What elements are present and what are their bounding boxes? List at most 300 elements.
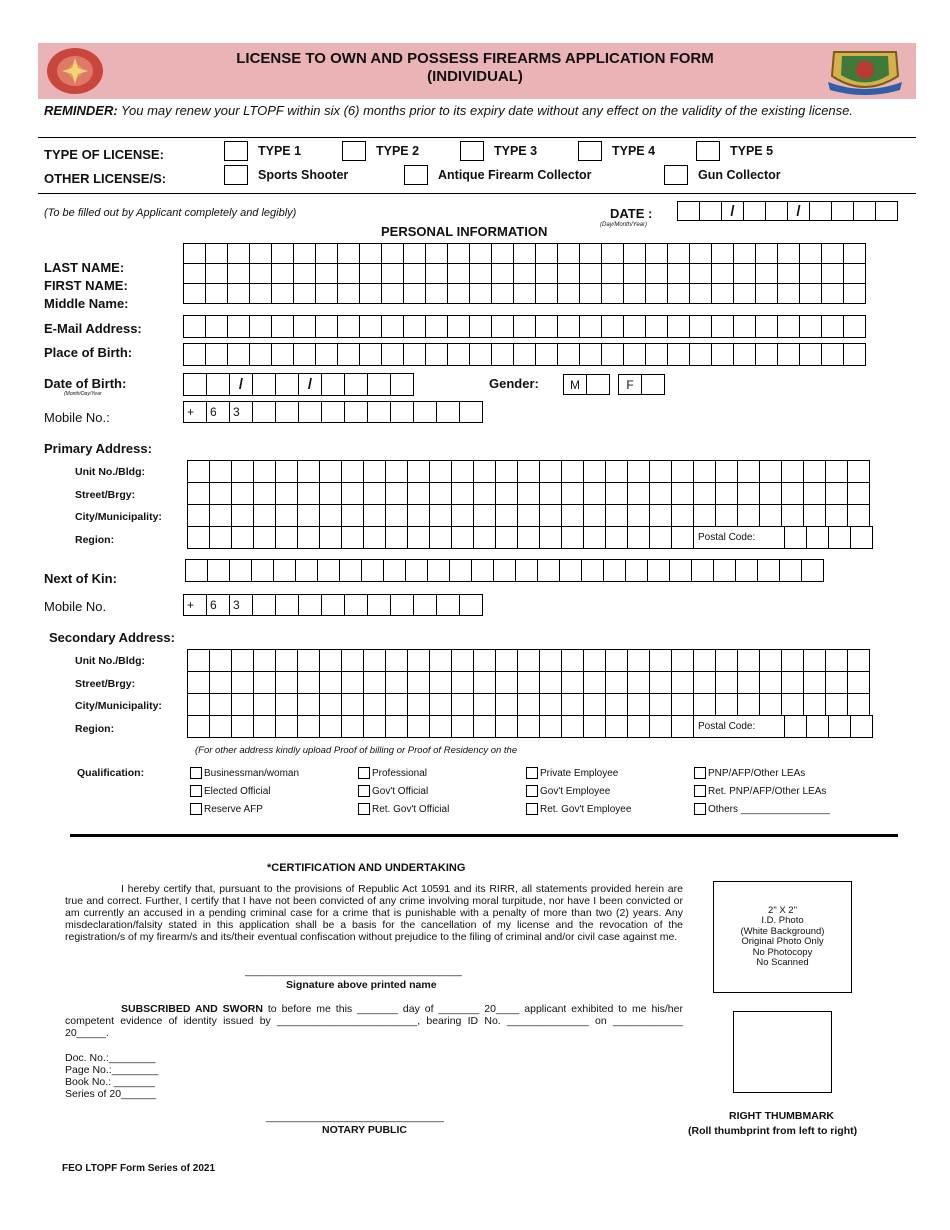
- input-cell[interactable]: [231, 482, 254, 505]
- gender-f[interactable]: [618, 375, 665, 395]
- input-cell[interactable]: [429, 693, 452, 716]
- input-cell[interactable]: [759, 482, 782, 505]
- input-cell[interactable]: [315, 243, 338, 264]
- input-cell[interactable]: [755, 243, 778, 264]
- input-cell[interactable]: [759, 649, 782, 672]
- checkbox[interactable]: [190, 767, 202, 779]
- input-cell[interactable]: [759, 693, 782, 716]
- input-cell[interactable]: [671, 504, 694, 527]
- input-cell[interactable]: [781, 649, 804, 672]
- input-cell[interactable]: [451, 693, 474, 716]
- input-cell[interactable]: [561, 649, 584, 672]
- qual-option[interactable]: [694, 767, 805, 779]
- input-cell[interactable]: [513, 283, 536, 304]
- input-cell[interactable]: [447, 283, 470, 304]
- input-cell[interactable]: [539, 693, 562, 716]
- input-cell[interactable]: [275, 526, 298, 549]
- input-cell[interactable]: [667, 283, 690, 304]
- input-cell[interactable]: [429, 460, 452, 483]
- input-cell[interactable]: [689, 315, 712, 338]
- input-cell[interactable]: [187, 482, 210, 505]
- place-of-birth-input[interactable]: [183, 344, 866, 366]
- input-cell[interactable]: [825, 482, 848, 505]
- input-cell[interactable]: [781, 693, 804, 716]
- input-cell[interactable]: [645, 315, 668, 338]
- input-cell[interactable]: [429, 482, 452, 505]
- input-cell[interactable]: [231, 504, 254, 527]
- input-cell[interactable]: [187, 649, 210, 672]
- input-cell[interactable]: [847, 649, 870, 672]
- thumbmark-box[interactable]: [733, 1011, 832, 1093]
- next-of-kin-input[interactable]: [185, 560, 824, 582]
- input-cell[interactable]: [561, 526, 584, 549]
- input-cell[interactable]: [693, 649, 716, 672]
- input-cell[interactable]: [623, 343, 646, 366]
- input-cell[interactable]: [777, 315, 800, 338]
- input-cell[interactable]: [539, 460, 562, 483]
- input-cell[interactable]: [825, 460, 848, 483]
- input-cell[interactable]: [227, 343, 250, 366]
- input-cell[interactable]: [249, 263, 272, 284]
- input-cell[interactable]: [843, 243, 866, 264]
- input-cell[interactable]: [405, 559, 428, 582]
- input-cell[interactable]: [341, 715, 364, 738]
- qual-option[interactable]: [358, 785, 428, 797]
- input-cell[interactable]: [319, 649, 342, 672]
- input-cell[interactable]: [319, 482, 342, 505]
- input-cell[interactable]: [491, 243, 514, 264]
- input-cell[interactable]: [803, 649, 826, 672]
- input-cell[interactable]: [825, 671, 848, 694]
- qual-option[interactable]: [694, 803, 830, 815]
- input-cell[interactable]: [737, 482, 760, 505]
- input-cell[interactable]: [601, 243, 624, 264]
- input-cell[interactable]: [561, 482, 584, 505]
- input-cell[interactable]: [583, 504, 606, 527]
- qual-option[interactable]: [526, 767, 618, 779]
- input-cell[interactable]: [733, 283, 756, 304]
- input-cell[interactable]: [337, 343, 360, 366]
- input-cell[interactable]: [359, 343, 382, 366]
- input-cell[interactable]: [231, 693, 254, 716]
- input-cell[interactable]: [275, 715, 298, 738]
- input-cell[interactable]: [799, 243, 822, 264]
- input-cell[interactable]: [737, 460, 760, 483]
- input-cell[interactable]: [187, 504, 210, 527]
- input-cell[interactable]: [539, 526, 562, 549]
- input-cell[interactable]: [601, 283, 624, 304]
- input-cell[interactable]: [209, 715, 232, 738]
- input-cell[interactable]: [187, 671, 210, 694]
- input-cell[interactable]: [407, 715, 430, 738]
- input-cell[interactable]: [209, 526, 232, 549]
- input-cell[interactable]: [649, 693, 672, 716]
- input-cell[interactable]: [253, 671, 276, 694]
- input-cell[interactable]: [539, 482, 562, 505]
- input-cell[interactable]: [337, 283, 360, 304]
- input-cell[interactable]: [341, 693, 364, 716]
- input-cell[interactable]: [711, 283, 734, 304]
- input-cell[interactable]: [495, 460, 518, 483]
- input-cell[interactable]: [447, 243, 470, 264]
- input-cell[interactable]: [623, 315, 646, 338]
- input-cell[interactable]: [253, 693, 276, 716]
- input-cell[interactable]: [469, 263, 492, 284]
- input-cell[interactable]: [843, 263, 866, 284]
- input-cell[interactable]: [843, 315, 866, 338]
- license-type-4[interactable]: [578, 141, 655, 161]
- input-cell[interactable]: [297, 526, 320, 549]
- input-cell[interactable]: [671, 671, 694, 694]
- input-cell[interactable]: [645, 263, 668, 284]
- input-cell[interactable]: [689, 263, 712, 284]
- input-cell[interactable]: [557, 263, 580, 284]
- other-gun-collector[interactable]: [664, 165, 781, 185]
- input-cell[interactable]: [781, 504, 804, 527]
- input-cell[interactable]: [847, 460, 870, 483]
- input-cell[interactable]: [205, 343, 228, 366]
- input-cell[interactable]: [271, 263, 294, 284]
- input-cell[interactable]: [227, 263, 250, 284]
- input-cell[interactable]: [828, 715, 851, 738]
- input-cell[interactable]: [689, 343, 712, 366]
- input-cell[interactable]: [799, 263, 822, 284]
- input-cell[interactable]: [517, 715, 540, 738]
- input-cell[interactable]: [363, 504, 386, 527]
- input-cell[interactable]: [271, 343, 294, 366]
- input-cell[interactable]: [425, 283, 448, 304]
- input-cell[interactable]: [605, 504, 628, 527]
- input-cell[interactable]: [447, 263, 470, 284]
- id-photo-box[interactable]: [713, 881, 852, 993]
- checkbox[interactable]: [526, 767, 538, 779]
- input-cell[interactable]: [583, 526, 606, 549]
- input-cell[interactable]: [847, 693, 870, 716]
- input-cell[interactable]: [403, 315, 426, 338]
- input-cell[interactable]: [227, 315, 250, 338]
- input-cell[interactable]: [383, 559, 406, 582]
- input-cell[interactable]: [671, 649, 694, 672]
- input-cell[interactable]: [539, 649, 562, 672]
- input-cell[interactable]: [671, 715, 694, 738]
- input-cell[interactable]: [667, 243, 690, 264]
- input-cell[interactable]: [495, 504, 518, 527]
- input-cell[interactable]: [627, 460, 650, 483]
- input-cell[interactable]: [231, 526, 254, 549]
- input-cell[interactable]: [579, 263, 602, 284]
- input-cell[interactable]: [407, 460, 430, 483]
- input-cell[interactable]: [425, 263, 448, 284]
- input-cell[interactable]: [339, 559, 362, 582]
- input-cell[interactable]: [361, 559, 384, 582]
- input-cell[interactable]: [755, 343, 778, 366]
- input-cell[interactable]: [187, 715, 210, 738]
- input-cell[interactable]: [429, 649, 452, 672]
- input-cell[interactable]: [757, 559, 780, 582]
- input-cell[interactable]: [205, 283, 228, 304]
- input-cell[interactable]: [535, 283, 558, 304]
- input-cell[interactable]: [601, 263, 624, 284]
- input-cell[interactable]: [491, 343, 514, 366]
- input-cell[interactable]: [315, 343, 338, 366]
- input-cell[interactable]: [645, 283, 668, 304]
- input-cell[interactable]: [850, 526, 873, 549]
- input-cell[interactable]: [579, 343, 602, 366]
- checkbox[interactable]: [526, 785, 538, 797]
- input-cell[interactable]: [449, 559, 472, 582]
- input-cell[interactable]: [447, 343, 470, 366]
- input-cell[interactable]: [627, 693, 650, 716]
- input-cell[interactable]: [671, 482, 694, 505]
- email-input[interactable]: [183, 316, 866, 338]
- qual-option[interactable]: [358, 767, 427, 779]
- qual-option[interactable]: [190, 767, 299, 779]
- other-sports-shooter[interactable]: [224, 165, 348, 185]
- input-cell[interactable]: [669, 559, 692, 582]
- input-cell[interactable]: [381, 243, 404, 264]
- input-cell[interactable]: [385, 693, 408, 716]
- input-cell[interactable]: [275, 504, 298, 527]
- input-cell[interactable]: [275, 649, 298, 672]
- input-cell[interactable]: [627, 526, 650, 549]
- input-cell[interactable]: [671, 460, 694, 483]
- input-cell[interactable]: [205, 315, 228, 338]
- checkbox[interactable]: [694, 803, 706, 815]
- input-cell[interactable]: [561, 693, 584, 716]
- input-cell[interactable]: [495, 693, 518, 716]
- input-cell[interactable]: [715, 671, 738, 694]
- input-cell[interactable]: [451, 526, 474, 549]
- input-cell[interactable]: [407, 649, 430, 672]
- input-cell[interactable]: [535, 243, 558, 264]
- input-cell[interactable]: [359, 315, 382, 338]
- input-cell[interactable]: [627, 715, 650, 738]
- input-cell[interactable]: [583, 460, 606, 483]
- input-cell[interactable]: [293, 243, 316, 264]
- input-cell[interactable]: [473, 526, 496, 549]
- input-cell[interactable]: [451, 482, 474, 505]
- input-cell[interactable]: [513, 243, 536, 264]
- input-cell[interactable]: [249, 243, 272, 264]
- input-cell[interactable]: [495, 482, 518, 505]
- input-cell[interactable]: [671, 693, 694, 716]
- input-cell[interactable]: [209, 460, 232, 483]
- checkbox[interactable]: [578, 141, 602, 161]
- input-cell[interactable]: [821, 283, 844, 304]
- input-cell[interactable]: [645, 243, 668, 264]
- input-cell[interactable]: [733, 263, 756, 284]
- input-cell[interactable]: [605, 460, 628, 483]
- input-cell[interactable]: [667, 315, 690, 338]
- checkbox[interactable]: [224, 165, 248, 185]
- input-cell[interactable]: [828, 526, 851, 549]
- input-cell[interactable]: [385, 671, 408, 694]
- input-cell[interactable]: [315, 315, 338, 338]
- input-cell[interactable]: [693, 693, 716, 716]
- input-cell[interactable]: [363, 693, 386, 716]
- input-cell[interactable]: [517, 671, 540, 694]
- input-cell[interactable]: [403, 263, 426, 284]
- kin-mobile-input[interactable]: [183, 595, 483, 616]
- input-cell[interactable]: [183, 315, 206, 338]
- input-cell[interactable]: [231, 649, 254, 672]
- date-input[interactable]: [677, 202, 898, 221]
- input-cell[interactable]: [205, 243, 228, 264]
- input-cell[interactable]: [205, 263, 228, 284]
- input-cell[interactable]: [227, 243, 250, 264]
- input-cell[interactable]: [231, 715, 254, 738]
- checkbox[interactable]: [460, 141, 484, 161]
- input-cell[interactable]: [513, 315, 536, 338]
- input-cell[interactable]: [473, 504, 496, 527]
- input-cell[interactable]: [561, 671, 584, 694]
- input-cell[interactable]: [667, 343, 690, 366]
- input-cell[interactable]: [605, 649, 628, 672]
- input-cell[interactable]: [557, 243, 580, 264]
- input-cell[interactable]: [537, 559, 560, 582]
- input-cell[interactable]: [293, 263, 316, 284]
- input-cell[interactable]: [473, 482, 496, 505]
- input-cell[interactable]: [253, 715, 276, 738]
- input-cell[interactable]: [363, 671, 386, 694]
- mobile-input[interactable]: [183, 402, 483, 423]
- input-cell[interactable]: [473, 460, 496, 483]
- input-cell[interactable]: [341, 504, 364, 527]
- input-cell[interactable]: [847, 504, 870, 527]
- name-grid[interactable]: [183, 244, 866, 304]
- license-type-1[interactable]: [224, 141, 301, 161]
- input-cell[interactable]: [557, 283, 580, 304]
- input-cell[interactable]: [473, 715, 496, 738]
- input-cell[interactable]: [385, 526, 408, 549]
- secondary-region-row[interactable]: [187, 716, 873, 738]
- input-cell[interactable]: [517, 649, 540, 672]
- input-cell[interactable]: [693, 482, 716, 505]
- secondary-address-grid[interactable]: [187, 650, 870, 716]
- input-cell[interactable]: [513, 343, 536, 366]
- input-cell[interactable]: [495, 526, 518, 549]
- input-cell[interactable]: [407, 482, 430, 505]
- input-cell[interactable]: [784, 526, 807, 549]
- input-cell[interactable]: [689, 283, 712, 304]
- input-cell[interactable]: [784, 715, 807, 738]
- input-cell[interactable]: [825, 649, 848, 672]
- qual-option[interactable]: [358, 803, 449, 815]
- qual-option[interactable]: [526, 803, 631, 815]
- input-cell[interactable]: [539, 671, 562, 694]
- checkbox[interactable]: [190, 803, 202, 815]
- input-cell[interactable]: [451, 671, 474, 694]
- input-cell[interactable]: [559, 559, 582, 582]
- input-cell[interactable]: [625, 559, 648, 582]
- qual-option[interactable]: [190, 803, 263, 815]
- input-cell[interactable]: [209, 693, 232, 716]
- input-cell[interactable]: [803, 460, 826, 483]
- input-cell[interactable]: [535, 343, 558, 366]
- input-cell[interactable]: [777, 263, 800, 284]
- input-cell[interactable]: [671, 526, 694, 549]
- input-cell[interactable]: [293, 283, 316, 304]
- input-cell[interactable]: [779, 559, 802, 582]
- input-cell[interactable]: [843, 343, 866, 366]
- other-antique-collector[interactable]: [404, 165, 592, 185]
- input-cell[interactable]: [341, 526, 364, 549]
- input-cell[interactable]: [821, 315, 844, 338]
- input-cell[interactable]: [623, 243, 646, 264]
- input-cell[interactable]: [799, 315, 822, 338]
- input-cell[interactable]: [715, 460, 738, 483]
- input-cell[interactable]: [649, 460, 672, 483]
- input-cell[interactable]: [209, 482, 232, 505]
- input-cell[interactable]: [473, 693, 496, 716]
- input-cell[interactable]: [513, 263, 536, 284]
- input-cell[interactable]: [319, 504, 342, 527]
- input-cell[interactable]: [403, 243, 426, 264]
- input-cell[interactable]: [451, 460, 474, 483]
- checkbox[interactable]: [358, 785, 370, 797]
- input-cell[interactable]: [711, 243, 734, 264]
- input-cell[interactable]: [649, 504, 672, 527]
- input-cell[interactable]: [209, 671, 232, 694]
- input-cell[interactable]: [581, 559, 604, 582]
- checkbox[interactable]: [694, 785, 706, 797]
- input-cell[interactable]: [803, 693, 826, 716]
- input-cell[interactable]: [363, 526, 386, 549]
- input-cell[interactable]: [557, 315, 580, 338]
- input-cell[interactable]: [407, 504, 430, 527]
- input-cell[interactable]: [253, 649, 276, 672]
- input-cell[interactable]: [275, 671, 298, 694]
- license-type-2[interactable]: [342, 141, 419, 161]
- input-cell[interactable]: [645, 343, 668, 366]
- input-cell[interactable]: [605, 715, 628, 738]
- input-cell[interactable]: [777, 243, 800, 264]
- input-cell[interactable]: [737, 693, 760, 716]
- input-cell[interactable]: [451, 649, 474, 672]
- input-cell[interactable]: [649, 671, 672, 694]
- input-cell[interactable]: [623, 263, 646, 284]
- input-cell[interactable]: [407, 671, 430, 694]
- input-cell[interactable]: [359, 263, 382, 284]
- input-cell[interactable]: [583, 649, 606, 672]
- checkbox[interactable]: [696, 141, 720, 161]
- input-cell[interactable]: [385, 460, 408, 483]
- input-cell[interactable]: [187, 693, 210, 716]
- input-cell[interactable]: [517, 693, 540, 716]
- input-cell[interactable]: [711, 343, 734, 366]
- input-cell[interactable]: [647, 559, 670, 582]
- input-cell[interactable]: [495, 671, 518, 694]
- input-cell[interactable]: [737, 671, 760, 694]
- checkbox[interactable]: [526, 803, 538, 815]
- input-cell[interactable]: [733, 243, 756, 264]
- input-cell[interactable]: [517, 460, 540, 483]
- input-cell[interactable]: [535, 263, 558, 284]
- input-cell[interactable]: [711, 263, 734, 284]
- input-cell[interactable]: [337, 263, 360, 284]
- input-cell[interactable]: [583, 671, 606, 694]
- input-cell[interactable]: [183, 283, 206, 304]
- input-cell[interactable]: [359, 243, 382, 264]
- input-cell[interactable]: [737, 504, 760, 527]
- input-cell[interactable]: [561, 715, 584, 738]
- input-cell[interactable]: [293, 343, 316, 366]
- input-cell[interactable]: [381, 343, 404, 366]
- input-cell[interactable]: [847, 671, 870, 694]
- input-cell[interactable]: [425, 243, 448, 264]
- input-cell[interactable]: [493, 559, 516, 582]
- qual-option[interactable]: [526, 785, 610, 797]
